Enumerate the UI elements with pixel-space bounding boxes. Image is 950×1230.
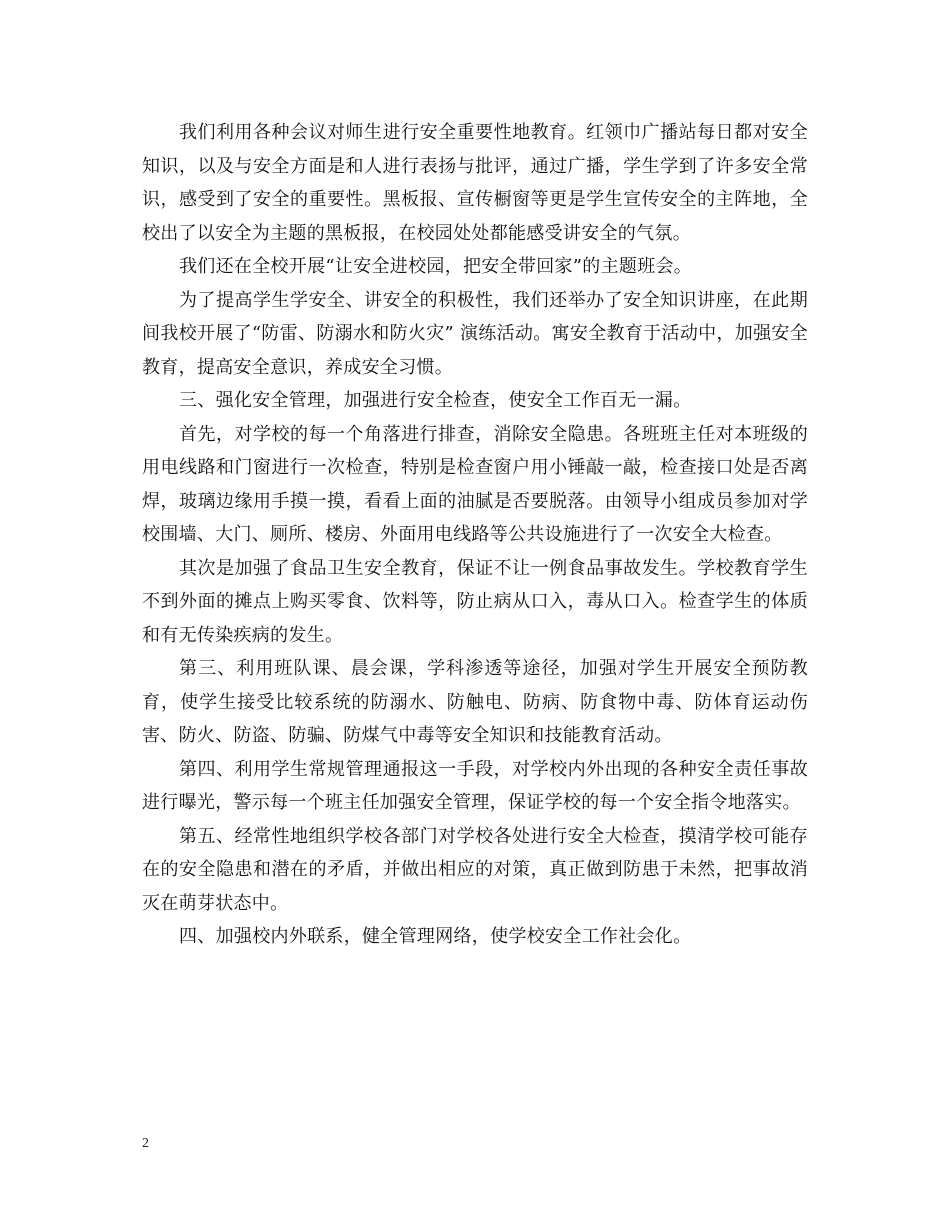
paragraph: 第四、利用学生常规管理通报这一手段，对学校内外出现的各种安全责任事故进行曝光，警示每一个班主任加强安全管理，保证学校的每一个安全指令地落实。 xyxy=(142,758,808,813)
section-heading: 四、加强校内外联系，健全管理网络，使学校安全工作社会化。 xyxy=(179,926,692,947)
paragraph: 我们利用各种会议对师生进行安全重要性地教育。红领巾广播站每日都对安全知识，以及与安全方面是和人进行表扬与批评，通过广播，学生学到了许多安全常识，感受到了安全的重要性。黑板报、宣传橱窗等更是学生宣传安全的主阵地，全校出了以安全为主题的黑板报，在校园处处都能感受讲安全的气氛。 xyxy=(142,122,808,244)
section-heading: 三、强化安全管理，加强进行安全检查，使安全工作百无一漏。 xyxy=(179,390,692,411)
page-number: 2 xyxy=(142,1136,149,1151)
document-body xyxy=(142,116,808,954)
paragraph: 其次是加强了食品卫生安全教育，保证不让一例食品事故发生。学校教育学生不到外面的摊点上购买零食、饮料等，防止病从口入，毒从口入。检查学生的体质和有无传染疾病的发生。 xyxy=(142,557,808,646)
paragraph: 第五、经常性地组织学校各部门对学校各处进行安全大检查，摸清学校可能存在的安全隐患和潜在的矛盾，并做出相应的对策，真正做到防患于未然，把事故消灭在萌芽状态中。 xyxy=(142,825,808,914)
paragraph: 首先，对学校的每一个角落进行排查，消除安全隐患。各班班主任对本班级的用电线路和门窗进行一次检查，特别是检查窗户用小锤敲一敲，检查接口处是否离焊，玻璃边缘用手摸一摸，看看上面的油腻是否要脱落。由领导小组成员参加对学校围墙、大门、厕所、楼房、外面用电线路等公共设施进行了一次安全大检查。 xyxy=(142,423,808,545)
paragraph: 第三、利用班队课、晨会课，学科渗透等途径，加强对学生开展安全预防教育，使学生接受比较系统的防溺水、防触电、防病、防食物中毒、防体育运动伤害、防火、防盗、防骗、防煤气中毒等安全知识和技能教育活动。 xyxy=(142,658,808,746)
paragraph: 为了提高学生学安全、讲安全的积极性，我们还举办了安全知识讲座，在此期间我校开展了“防雷、防溺水和防火灾” 演练活动。寓安全教育于活动中，加强安全教育，提高安全意识，养成安全习惯。 xyxy=(142,289,808,378)
paragraph: 我们还在全校开展“让安全进校园，把安全带回家”的主题班会。 xyxy=(179,256,693,277)
